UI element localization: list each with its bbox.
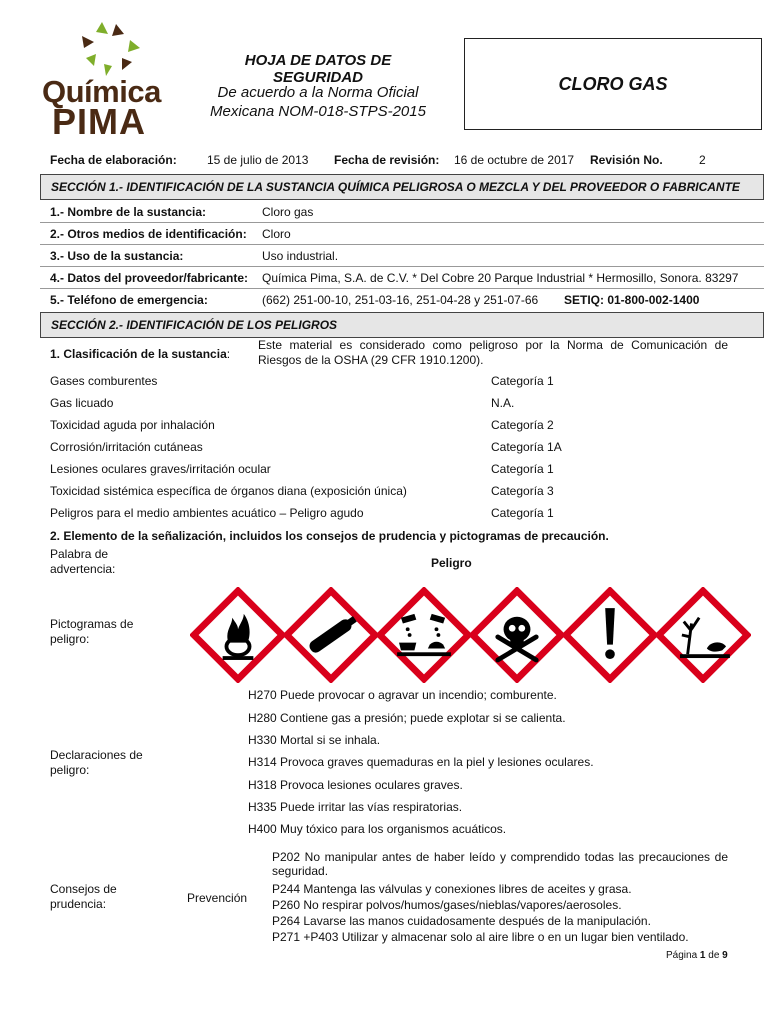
section-1-header: SECCIÓN 1.- IDENTIFICACIÓN DE LA SUSTANCIA QUÍMICA PELIGROSA O MEZCLA Y DEL PROVEEDOR O FABRICANTE — [40, 174, 764, 200]
classification-colon: : — [226, 347, 231, 361]
hazard-statement: H280 Contiene gas a presión; puede explotar si se calienta. — [248, 711, 566, 725]
page-word: Página — [666, 950, 698, 961]
hazard-category: Categoría 3 — [491, 484, 554, 498]
logo-mark-icon — [74, 18, 144, 78]
s1-row-4-label: 4.- Datos del proveedor/fabricante: — [50, 271, 249, 285]
s1-row-2-value: Cloro — [262, 227, 291, 241]
hazard-name: Toxicidad aguda por inhalación — [50, 418, 215, 432]
elaboration-date-label: Fecha de elaboración: — [50, 153, 177, 167]
skull-crossbones-icon — [469, 587, 565, 683]
s1-row-1-label: 1.- Nombre de la sustancia: — [50, 205, 207, 219]
corrosion-icon — [376, 587, 472, 683]
precautionary-statement: P202 No manipular antes de haber leído y comprendido todas las precauciones de seguridad. — [272, 850, 728, 878]
page-number — [666, 950, 728, 961]
prudence-label-line-2: prudencia: — [50, 897, 107, 911]
subtitle-line-2: Mexicana NOM-018-STPS-2015 — [210, 103, 426, 120]
hazard-name: Gases comburentes — [50, 374, 158, 388]
hazard-category: Categoría 1 — [491, 374, 554, 388]
s1-row-5-label: 5.- Teléfono de emergencia: — [50, 293, 208, 307]
row-divider — [40, 266, 764, 267]
s1-row-5-value: (662) 251-00-10, 251-03-16, 251-04-28 y 251-07-66 — [262, 293, 539, 307]
s1-row-3-value: Uso industrial. — [262, 249, 339, 263]
s1-row-1-value: Cloro gas — [262, 205, 314, 219]
page-of: de — [708, 950, 720, 961]
exclamation-icon — [562, 587, 658, 683]
precautionary-statement: P264 Lavarse las manos cuidadosamente después de la manipulación. — [272, 914, 651, 928]
hazard-statement: H335 Puede irritar las vías respiratorias. — [248, 800, 463, 814]
classification-label-group — [50, 347, 230, 361]
hazard-category: Categoría 1 — [491, 506, 554, 520]
hazard-category: Categoría 2 — [491, 418, 554, 432]
classification-label: 1. Clasificación de la sustancia — [50, 347, 227, 361]
elaboration-date-value: 15 de julio de 2013 — [207, 153, 309, 167]
precautionary-statement: P271 +P403 Utilizar y almacenar solo al aire libre o en un lugar bien ventilado. — [272, 930, 689, 944]
prevention-label: Prevención — [187, 891, 248, 905]
decl-label-line-1: Declaraciones de — [50, 748, 143, 762]
page-current: 1 — [699, 950, 706, 961]
section-2-header: SECCIÓN 2.- IDENTIFICACIÓN DE LOS PELIGROS — [40, 312, 764, 338]
revision-date-value: 16 de octubre de 2017 — [454, 153, 575, 167]
precautionary-statement: P260 No respirar polvos/humos/gases/nieblas/vapores/aerosoles. — [272, 898, 622, 912]
logo-text-pima: PIMA — [52, 101, 146, 142]
s1-row-2-label: 2.- Otros medios de identificación: — [50, 227, 247, 241]
hazard-statement: H270 Puede provocar o agravar un incendio; comburente. — [248, 688, 557, 702]
flame-over-circle-icon — [190, 587, 286, 683]
prudence-label-line-1: Consejos de — [50, 882, 117, 896]
signal-word-label — [50, 547, 115, 577]
signal-label-line-1: Palabra de — [50, 547, 109, 561]
gas-cylinder-icon — [283, 587, 379, 683]
picto-label-line-2: peligro: — [50, 632, 90, 646]
hazard-name: Lesiones oculares graves/irritación ocular — [50, 462, 271, 476]
picto-label-line-1: Pictogramas de — [50, 617, 134, 631]
revision-number-label: Revisión No. — [590, 153, 663, 167]
subtitle-line-1: De acuerdo a la Norma Oficial — [217, 84, 419, 101]
hazard-category: Categoría 1 — [491, 462, 554, 476]
s1-row-4-value: Química Pima, S.A. de C.V. * Del Cobre 20 Parque Industrial * Hermosillo, Sonora. 83297 — [262, 271, 739, 285]
row-divider — [40, 244, 764, 245]
precautionary-statement: P244 Mantenga las válvulas y conexiones libres de aceites y grasa. — [272, 882, 632, 896]
hazard-statement: H318 Provoca lesiones oculares graves. — [248, 778, 463, 792]
hazard-statements-label — [50, 748, 143, 778]
pictograms-label — [50, 617, 133, 647]
revision-number-value: 2 — [699, 153, 706, 167]
hazard-name: Gas licuado — [50, 396, 114, 410]
classification-text: Este material es considerado como peligroso por la Norma de Comunicación de Riesgos de la OSHA (29 CFR 1910.1200). — [258, 338, 728, 367]
environment-icon — [655, 587, 751, 683]
revision-date-label: Fecha de revisión: — [334, 153, 440, 167]
label-elements-title: 2. Elemento de la señalización, incluidos los consejos de prudencia y pictogramas de precaución. — [50, 529, 609, 543]
signal-label-line-2: advertencia: — [50, 562, 116, 576]
hazard-statement: H330 Mortal si se inhala. — [248, 733, 381, 747]
product-name-box: CLORO GAS — [464, 38, 762, 130]
row-divider — [40, 222, 764, 223]
decl-label-line-2: peligro: — [50, 763, 90, 777]
hazard-category: N.A. — [491, 396, 515, 410]
s1-row-3-label: 3.- Uso de la sustancia: — [50, 249, 184, 263]
hazard-category: Categoría 1A — [491, 440, 562, 454]
row-divider — [40, 288, 764, 289]
setiq-phone: SETIQ: 01-800-002-1400 — [564, 293, 700, 307]
hazard-name: Corrosión/irritación cutáneas — [50, 440, 203, 454]
hazard-name: Toxicidad sistémica específica de órganos diana (exposición única) — [50, 484, 407, 498]
logo-text-quimica: Química — [42, 74, 161, 109]
document-title: HOJA DE DATOS DE SEGURIDAD — [244, 52, 392, 86]
hazard-statement: H314 Provoca graves quemaduras en la piel y lesiones oculares. — [248, 755, 594, 769]
document-subtitle — [198, 83, 438, 121]
signal-word: Peligro — [431, 556, 472, 570]
page-total: 9 — [722, 950, 728, 961]
hazard-statement: H400 Muy tóxico para los organismos acuáticos. — [248, 822, 507, 836]
precautionary-label — [50, 882, 117, 912]
hazard-name: Peligros para el medio ambientes acuático – Peligro agudo — [50, 506, 364, 520]
